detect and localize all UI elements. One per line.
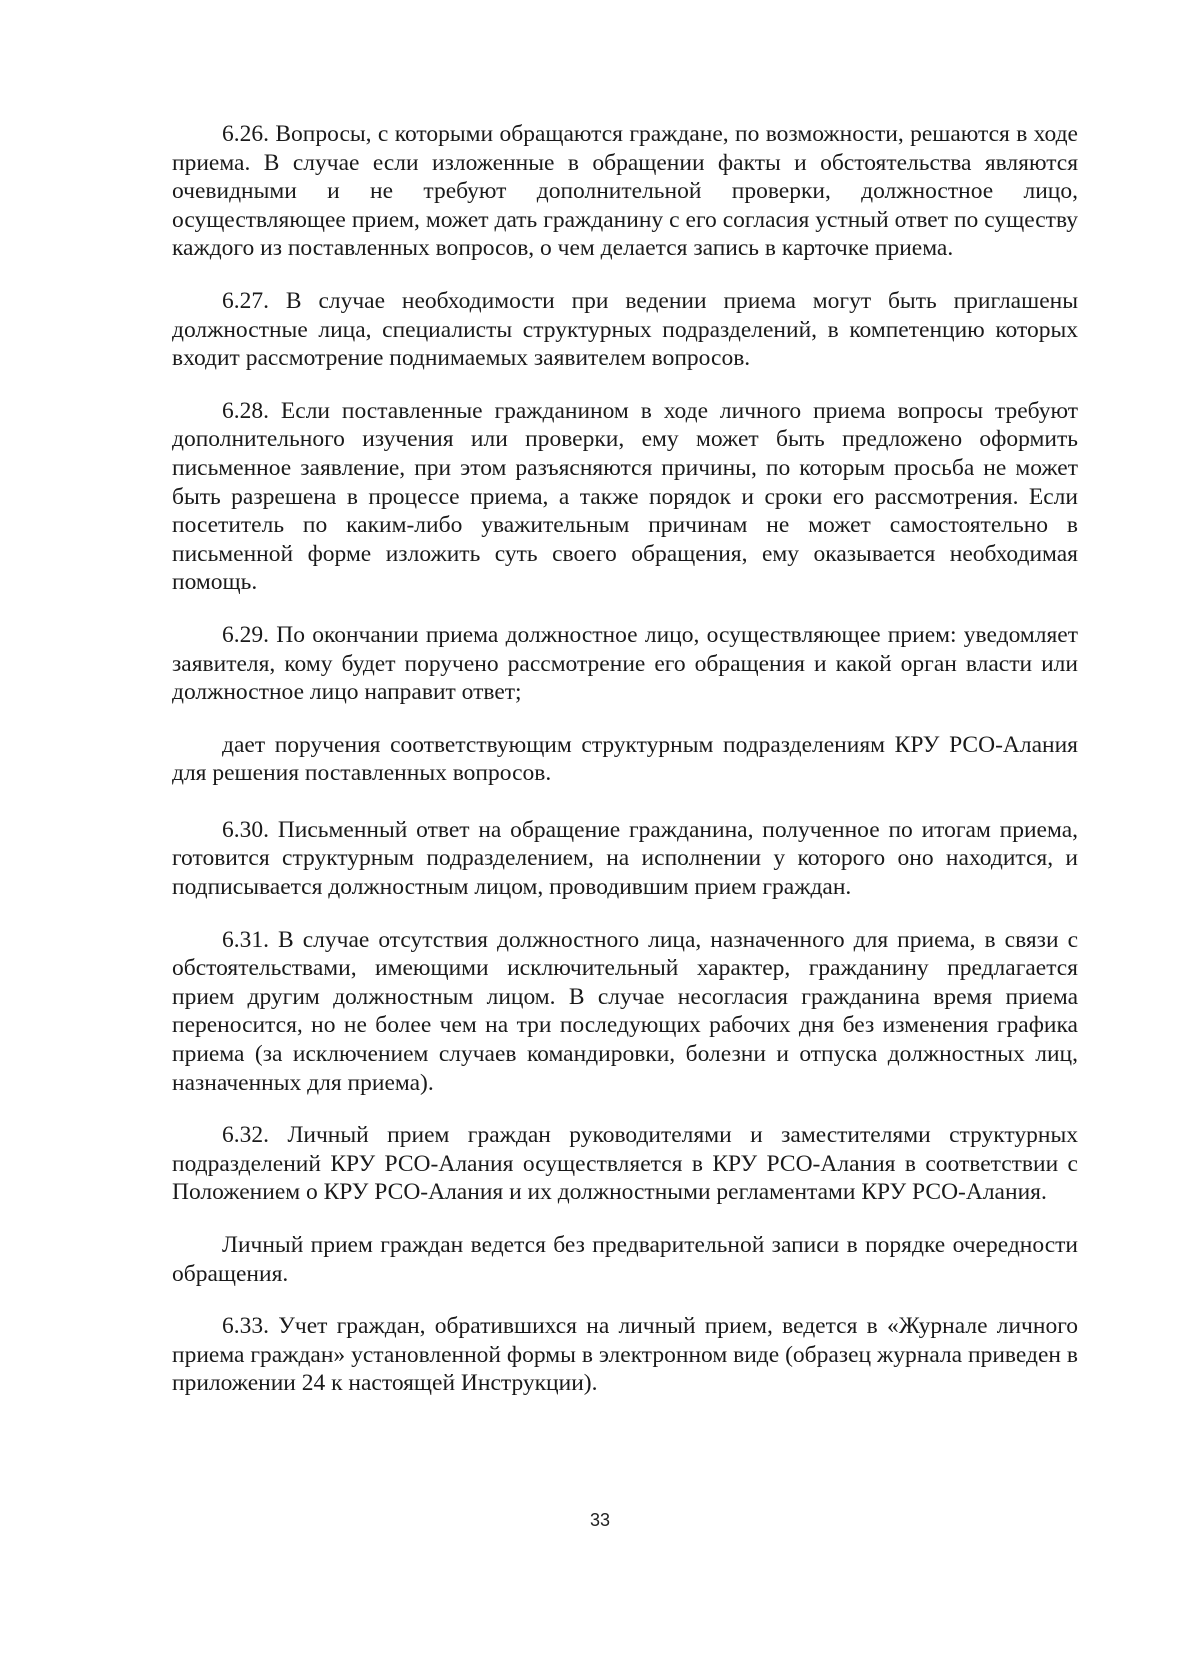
paragraph-6-33: 6.33. Учет граждан, обратившихся на личный прием, ведется в «Журнале личного приема граждан» установленной формы в электронном виде (образец журнала приведен в приложении 24 к настоящей Инструкции). — [172, 1313, 1078, 1397]
paragraph-6-26: 6.26. Вопросы, с которыми обращаются граждане, по возможности, решаются в ходе приема. В случае если изложенные в обращении факты и обстоятельства являются очевидными и не требуют дополнительной проверки, должностное лицо, осуществляющее прием, может дать гражданину с его согласия устный ответ по существу каждого из поставленных вопросов, о чем делается запись в карточке приема. — [172, 121, 1078, 262]
document-page — [172, 120, 1078, 1422]
paragraph-6-32: 6.32. Личный прием граждан руководителями и заместителями структурных подразделений КРУ РСО-Алания осуществляется в КРУ РСО-Алания в соответствии с Положением о КРУ РСО-Алания и их должностными регламентами КРУ РСО-Алания. — [172, 1122, 1078, 1206]
paragraph-6-30: 6.30. Письменный ответ на обращение гражданина, полученное по итогам приема, готовится структурным подразделением, на исполнении у которого оно находится, и подписывается должностным лицом, проводившим прием граждан. — [172, 816, 1078, 901]
paragraph-6-32-continued: Личный прием граждан ведется без предварительной записи в порядке очередности обращения. — [172, 1232, 1078, 1287]
page-number: 33 — [589, 1510, 611, 1530]
paragraph-6-29-continued: дает поручения соответствующим структурным подразделениям КРУ РСО-Алания для решения поставленных вопросов. — [172, 731, 1078, 787]
paragraph-6-31: 6.31. В случае отсутствия должностного лица, назначенного для приема, в связи с обстоятельствами, имеющими исключительный характер, гражданину предлагается прием другим должностным лицом. В случае несогласия гражданина время приема переносится, но не более чем на три последующих рабочих дня без изменения графика приема (за исключением случаев командировки, болезни и отпуска должностных лиц, назначенных для приема). — [172, 926, 1078, 1096]
paragraph-6-27: 6.27. В случае необходимости при ведении приема могут быть приглашены должностные лица, специалисты структурных подразделений, в компетенцию которых входит рассмотрение поднимаемых заявителем вопросов. — [172, 287, 1078, 372]
paragraph-6-28: 6.28. Если поставленные гражданином в ходе личного приема вопросы требуют дополнительного изучения или проверки, ему может быть предложено оформить письменное заявление, при этом разъясняются причины, по которым просьба не может быть разрешена в процессе приема, а также порядок и сроки его рассмотрения. Если посетитель по каким-либо уважительным причинам не может самостоятельно в письменной форме изложить суть своего обращения, ему оказывается необходимая помощь. — [172, 397, 1078, 596]
paragraph-6-29: 6.29. По окончании приема должностное лицо, осуществляющее прием: уведомляет заявителя, кому будет поручено рассмотрение его обращения и какой орган власти или должностное лицо направит ответ; — [172, 621, 1078, 706]
